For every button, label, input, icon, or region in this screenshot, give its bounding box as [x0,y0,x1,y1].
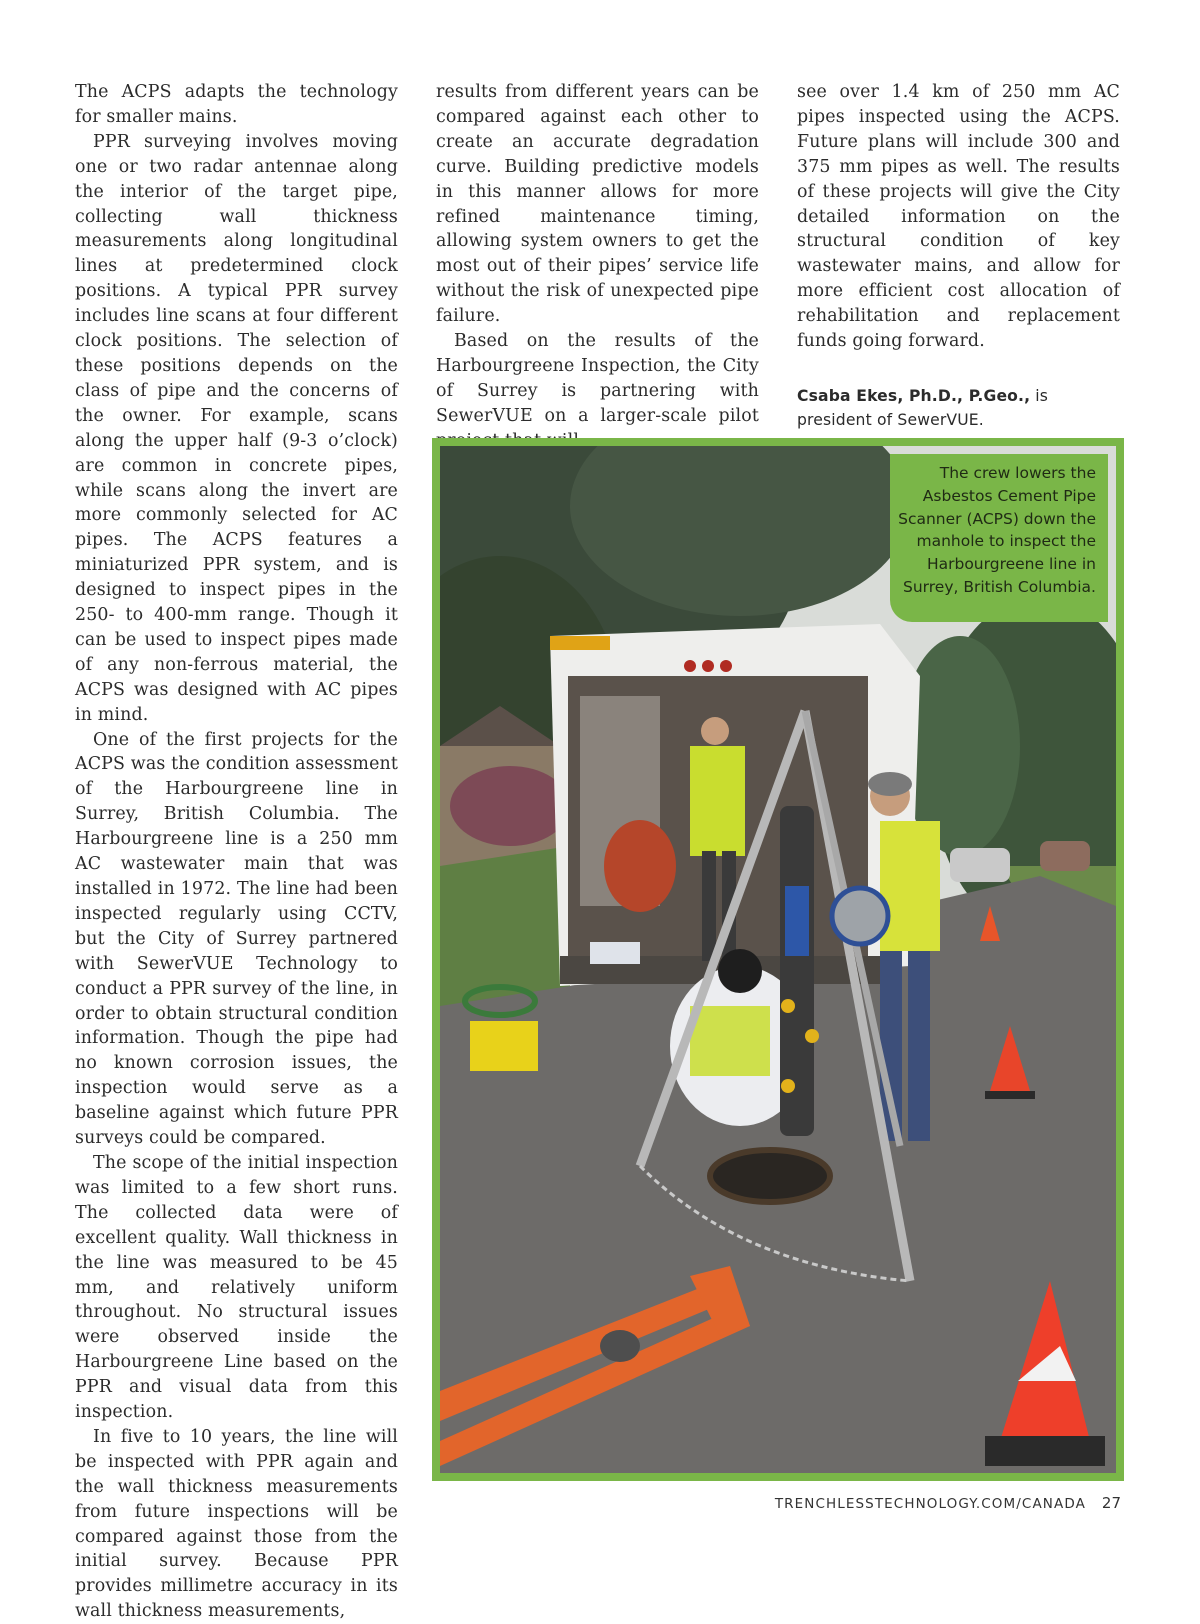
author-role: is president of SewerVUE. [797,386,1049,429]
article-column-1 [75,80,398,1624]
author-bio [797,384,1120,432]
page-number: 27 [1101,1494,1121,1512]
page-footer [775,1494,1121,1512]
paragraph: Based on the results of the Harbourgreene Inspection, the City of Surrey is partnering with SewerVUE on a larger-scale pilot [436,331,759,426]
photo-frame [432,438,1124,1481]
paragraph: The ACPS adapts the technology for smaller mains. [75,82,398,127]
author-name: Csaba Ekes, Ph.D., P.Geo., [797,386,1031,405]
paragraph: PPR surveying involves moving one or two radar antennae along the interior of the target pipe, collecting wall thickness measurements along longitudinal lines at predetermined clock positions. A typical PPR survey includes line scans at four different clock positions. The selection of these positions depends on the class of pipe and the concerns of the owner. For example, scans along the upper half (9-3 o’clock) are common in concrete pipes, while scans along the invert are more commonly selected for AC pipes. The ACPS features a miniaturized PPR system, and is designed to inspect pipes in the 250- to 400-mm range. Though it can be used to inspect pipes made of any non-ferrous material, the ACPS was designed with AC pipes in mind. [75,131,398,725]
article-column-3 [797,80,1120,432]
article-column-2 [436,80,759,454]
footer-website: TRENCHLESSTECHNOLOGY.COM/CANADA [774,1496,1086,1512]
paragraph: One of the first projects for the ACPS was the condition assessment of the Harbourgreene line in Surrey, British Columbia. The Harbourgreene line is a 250 mm AC wastewater main that was installed in 1972. The line had been inspected regularly using CCTV, but the City of Surrey partnered with SewerVUE Technology to conduct a PPR survey of the line, in order to obtain structural condition information. Though the pipe had no known corrosion issues, the inspection would serve as a baseline against which future PPR surveys could be compared. [75,729,398,1149]
caption-box [890,454,1108,622]
paragraph: see over 1.4 km of 250 mm AC pipes inspected using the ACPS. Future plans will include 300 and 375 mm pipes as well. The results of these projects will give the City detailed information on the structural condition of key wastewater mains, and allow for more efficient cost allocation of rehabilitation and replacement funds going forward. [797,82,1120,352]
paragraph: In five to 10 years, the line will be inspected with PPR again and the wall thickness measurements from future inspections will be compared against those from the initial survey. Because PPR provides millimetre accuracy in its wall thickness measurements, [75,1426,398,1622]
photo-caption: The crew lowers the Asbestos Cement Pipe Scanner (ACPS) down the manhole to inspect the Harbourgreene line in Surrey, British Columbia. [898,464,1096,596]
paragraph: The scope of the initial inspection was limited to a few short runs. The collected data were of excellent quality. Wall thickness in the line was measured to be 45 mm, and relatively uniform throughout. No structural issues were observed inside the Harbourgreene Line based on the PPR and visual data from this inspection. [75,1152,398,1423]
paragraph: results from different years can be compared against each other to create an accurate degradation curve. Building predictive models in this manner allows for more refined maintenance timing, allowing system owners to get the most out of their pipes’ service life without the risk of unexpected pipe failure. [436,82,759,327]
manhole-inspection-photo [440,446,1116,1473]
